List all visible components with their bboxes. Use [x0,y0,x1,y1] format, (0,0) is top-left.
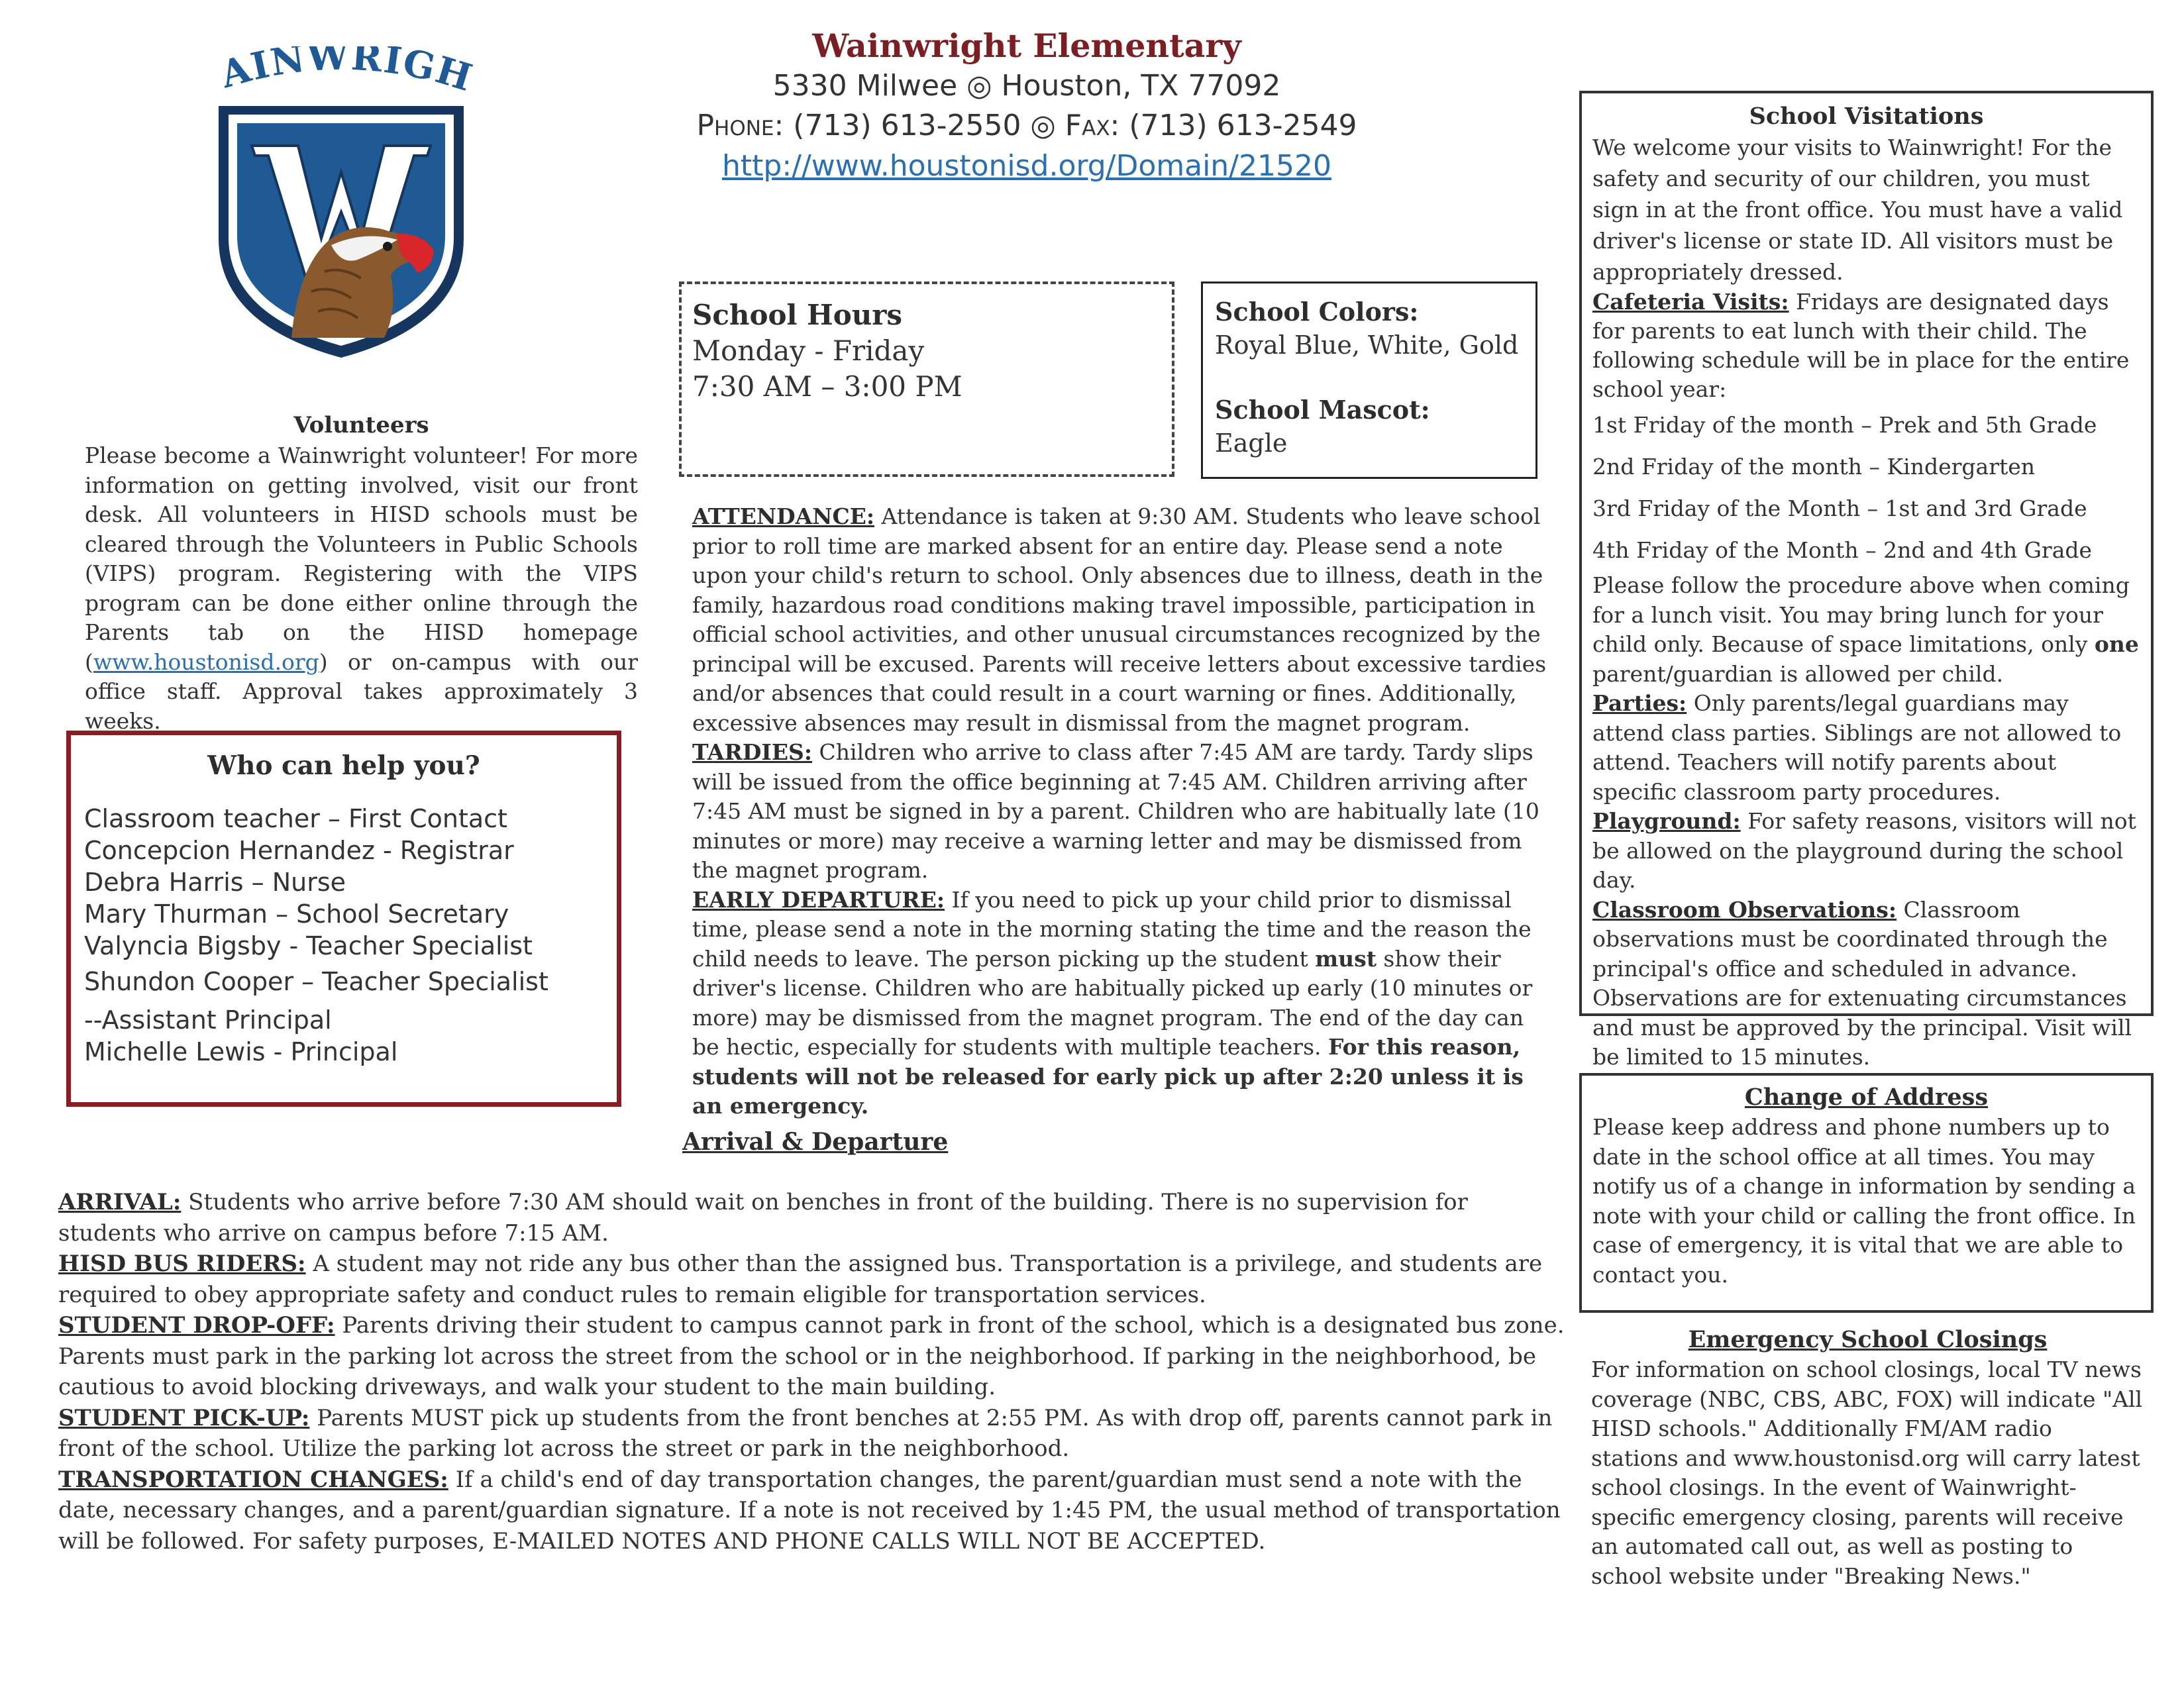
volunteers-section [85,409,638,736]
school-hours-days: Monday - Friday [692,334,925,367]
drop-off-label: STUDENT DROP-OFF: [58,1312,335,1339]
school-mascot-value: Eagle [1215,429,1288,458]
emergency-closings-text: For information on school closings, local TV news coverage (NBC, CBS, ABC, FOX) will indicate "All HISD schools." Additionally FM/AM radio stations and www.houstonisd.org will carry latest school closings. In the event of Wainwright-specific emergency closing, parents will receive an automated call out, as well as posting to school website under "Breaking News." [1591,1356,2143,1589]
attendance-policy: ATTENDANCE: Attendance is taken at 9:30 AM. Students who leave school prior to roll time are marked absent for an entire day. Please send a note upon your child's return to school. Only absences due to illness, death in the family, hazardous road conditions making travel impossible, participation in official school activities, and other unusual circumstances recognized by the principal will be excused. Parents will receive letters about excessive tardies and/or absences that could result in a court warning or fines. Additionally, excessive absences may result in dismissal from the magnet program. [692,503,1547,736]
change-of-address-title: Change of Address [1744,1084,1989,1111]
volunteers-title: Volunteers [293,412,429,438]
eagle-shield-icon [199,46,484,364]
help-contact-item: Michelle Lewis - Principal [84,1037,398,1066]
parties-label: Parties: [1592,690,1687,716]
classroom-observations-policy: Classroom Observations: Classroom observations must be coordinated through the principal's office and scheduled in advance. Observations are for extenuating circumstances and must be approved by the principal. Visit will be limited to 15 minutes. [1592,896,2132,1070]
school-header [662,25,1391,187]
hisd-homepage-link[interactable]: www.houstonisd.org [93,648,319,675]
tardies-policy: TARDIES: Children who arrive to class after 7:45 AM are tardy. Tardy slips will be issued from the office beginning at 7:45 AM. Children arriving after 7:45 AM must be signed in by a parent. Children who are habitually late (10 minutes or more) may receive a warning letter and may be dismissed from the magnet program. [692,739,1539,883]
emergency-closings-title: Emergency School Closings [1688,1326,2048,1353]
bus-riders-policy: HISD BUS RIDERS: A student may not ride any bus other than the assigned bus. Transportation is a privilege, and students are required to obey appropriate safety and conduct rules to remain eligible for transportation services. [58,1251,1543,1308]
friday-schedule-item: 4th Friday of the Month – 2nd and 4th Grade [1592,537,2093,563]
school-colors-value: Royal Blue, White, Gold [1215,331,1519,360]
bus-riders-label: HISD BUS RIDERS: [58,1251,306,1277]
policies-section [692,502,1550,1121]
arrival-departure-section [58,1187,1565,1557]
school-address: 5330 Milwee ◎ Houston, TX 77092 [772,69,1281,103]
playground-label: Playground: [1592,808,1741,834]
pick-up-policy: STUDENT PICK-UP: Parents MUST pick up students from the front benches at 2:55 PM. As with drop off, parents cannot park in front of the school. Utilize the parking lot across the street or park in the neighborhood. [58,1404,1553,1462]
help-contact-item: --Assistant Principal [84,1005,332,1035]
arrival-label: ARRIVAL: [58,1189,182,1215]
visitations-title: School Visitations [1749,103,1984,130]
school-logo [199,46,484,364]
pick-up-label: STUDENT PICK-UP: [58,1404,310,1431]
playground-policy: Playground: For safety reasons, visitors will not be allowed on the playground during the school day. [1592,808,2136,893]
transportation-changes-label: TRANSPORTATION CHANGES: [58,1466,448,1493]
visitations-intro: We welcome your visits to Wainwright! For the safety and security of our children, you must sign in at the front office. You must have a valid driver's license or state ID. All visitors must be appropriately dressed. [1592,134,2123,285]
school-name: Wainwright Elementary [812,26,1241,65]
help-contact-item: Debra Harris – Nurse [84,868,346,897]
help-contact-item: Concepcion Hernandez - Registrar [84,836,514,865]
emergency-closings-section [1591,1325,2144,1591]
attendance-label: ATTENDANCE: [692,503,875,529]
volunteers-text: Please become a Wainwright volunteer! For more information on getting involved, visit our front desk. All volunteers in HISD schools must be cleared through the Volunteers in Public Schools (VIPS) program. Registering with the VIPS program can be done either online through the Parents tab on the HISD homepage (www.houstonisd.org) or on-campus with our office staff. Approval takes approximately 3 weeks. [85,442,638,734]
help-contact-item: Valyncia Bigsby - Teacher Specialist [84,931,533,960]
help-contact-item: Shundon Cooper – Teacher Specialist [84,967,548,996]
parties-policy: Parties: Only parents/legal guardians may attend class parties. Siblings are not allowed to attend. Teachers will notify parents about specific classroom party procedures. [1592,690,2122,805]
change-of-address-box [1579,1073,2154,1313]
lunch-visit-procedure: Please follow the procedure above when coming for a lunch visit. You may bring lunch for your child only. Because of space limitations, only one parent/guardian is allowed per child. [1592,572,2139,687]
who-can-help-box [66,731,621,1107]
cafeteria-visits-label: Cafeteria Visits: [1592,289,1789,315]
school-colors-box [1201,282,1537,479]
school-hours-time: 7:30 AM – 3:00 PM [692,370,962,403]
change-of-address-text: Please keep address and phone numbers up to date in the school office at all times. You may notify us of a change in information by sending a note with your child or calling the front office. In case of emergency, it is vital that we are able to contact you. [1592,1114,2136,1288]
cafeteria-visits: Cafeteria Visits: Fridays are designated days for parents to eat lunch with their child. The following schedule will be in place for the entire school year: [1592,289,2130,402]
early-pickup-rule: For this reason, students will not be released for early pick up after 2:20 unless it is an emergency. [692,1034,1524,1119]
arrival-policy: ARRIVAL: Students who arrive before 7:30 AM should wait on benches in front of the building. There is no supervision for students who arrive on campus before 7:15 AM. [58,1189,1468,1247]
help-contact-item: Mary Thurman – School Secretary [84,899,509,929]
logo-wordmark: AINWRIGH [215,46,478,101]
school-website-link[interactable]: http://www.houstonisd.org/Domain/21520 [722,149,1331,183]
school-hours-box [679,282,1174,477]
tardies-label: TARDIES: [692,739,813,765]
help-contact-item: Classroom teacher – First Contact [84,804,507,833]
svg-text:WAINWRIGHT [199,46,478,101]
transportation-changes-policy: TRANSPORTATION CHANGES: If a child's end of day transportation changes, the parent/guardian must send a note with the date, necessary changes, and a parent/guardian signature. If a note is not received by 1:45 PM, the usual method of transportation will be followed. For safety purposes, E-MAILED NOTES AND PHONE CALLS WILL NOT BE ACCEPTED. [58,1466,1561,1555]
drop-off-policy: STUDENT DROP-OFF: Parents driving their student to campus cannot park in front of the school, which is a designated bus zone. Parents must park in the parking lot across the street from the school or in the neighborhood. If parking in the neighborhood, be cautious to avoid blocking driveways, and walk your student to the main building. [58,1312,1565,1400]
early-departure-label: EARLY DEPARTURE: [692,886,945,913]
school-phone-fax: Phone: (713) 613-2550 ◎ Fax: (713) 613-2549 [696,109,1357,142]
help-contact-list [84,803,603,1068]
arrival-departure-title: Arrival & Departure [682,1128,949,1156]
friday-schedule-item: 2nd Friday of the month – Kindergarten [1592,454,2036,480]
friday-schedule-item: 3rd Friday of the Month – 1st and 3rd Grade [1592,495,2087,521]
classroom-observations-label: Classroom Observations: [1592,896,1897,923]
early-departure-policy: EARLY DEPARTURE: If you need to pick up your child prior to dismissal time, please send a note in the morning stating the time and the reason the child needs to leave. The person picking up the student must show their driver's license. Children who are habitually picked up early (10 minutes or more) may be dismissed from the magnet program. The end of the day can be hectic, especially for students with multiple teachers. For this reason, students will not be released for early pick up after 2:20 unless it is an emergency. [692,886,1533,1119]
school-visitations-box [1579,91,2154,1070]
school-hours-title: School Hours [692,299,903,331]
friday-schedule [1592,404,2140,571]
friday-schedule-item: 1st Friday of the month – Prek and 5th Grade [1592,412,2097,438]
school-mascot-label: School Mascot: [1215,395,1430,425]
school-colors-label: School Colors: [1215,297,1419,327]
who-can-help-title: Who can help you? [207,750,480,781]
